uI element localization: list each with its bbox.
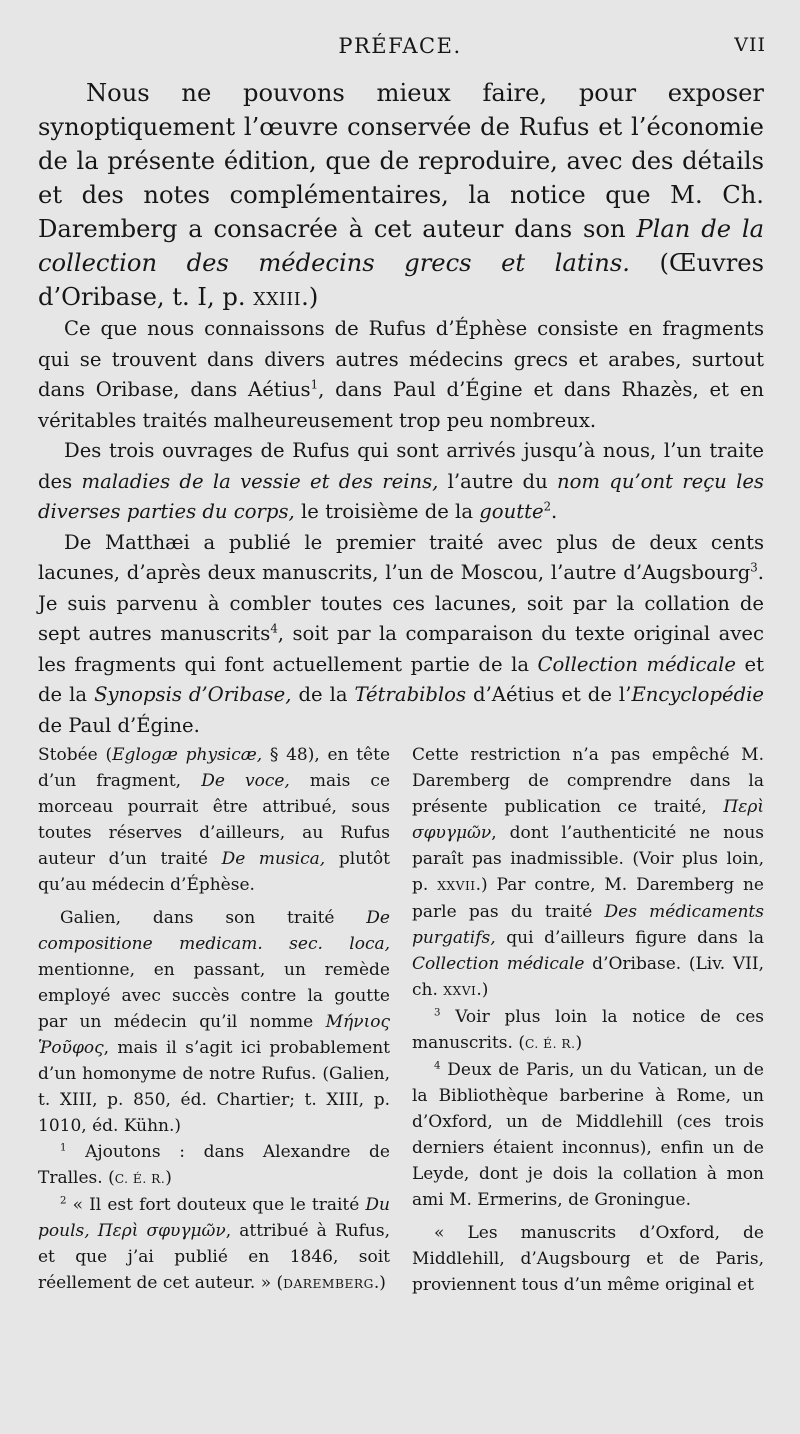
footnote-ref: 3 [750, 560, 758, 575]
footnote-4 [412, 1057, 764, 1213]
footnote-number: 1 [60, 1142, 67, 1154]
text: . Je suis parvenu à combler toutes ces lacunes, soit par la collation de sept autres manuscrits [38, 561, 764, 645]
text: .) [476, 980, 489, 1000]
chapter-ref: XXVI [443, 984, 477, 998]
italic-text: goutte [479, 500, 544, 523]
footnote-3 [412, 1004, 764, 1057]
text: « Les manuscrits d’Oxford, de Middlehill, d’Augsbourg et de Paris, proviennent tous d’un même original et [412, 1223, 764, 1295]
text: , attribué à Rufus, et que j’ai publié en 1846, soit réellement de cet auteur. » ( [38, 1221, 391, 1293]
page-number: VII [734, 34, 766, 56]
text: Stobée ( [38, 745, 113, 765]
text: Galien, dans son traité [60, 908, 367, 928]
intro-paragraph [38, 76, 764, 317]
text: Ajoutons : dans Alexandre de Tralles. ( [38, 1142, 390, 1188]
text: , dans Paul d’Égine et dans Rhazès, et en véritables traités malheureusement trop peu nombreux. [38, 378, 765, 432]
footnote-2 [38, 1192, 390, 1297]
page-title: PRÉFACE. [338, 34, 462, 58]
footnote-ref: 2 [543, 499, 552, 514]
text: , dont l’authenticité ne nous paraît pas inadmissible. (Voir plus loin, p. [412, 823, 764, 895]
text: ) [575, 1033, 583, 1053]
text: mentionne, en passant, un remède employé avec succès contre la goutte par un médecin qu’il nomme [38, 960, 390, 1032]
text: d’Aétius et de l’ [466, 683, 632, 706]
footnotes-right-column [412, 742, 764, 1298]
running-head [0, 34, 800, 58]
text: qui d’ailleurs figure dans la [495, 928, 764, 948]
text: . [551, 500, 558, 523]
italic-text: De musica, [221, 849, 326, 869]
text: , mais il s’agit ici probablement d’un homonyme de notre Rufus. (Galien, t. XIII, p. 850, éd. Chartier; t. XIII, p. 1010, éd. Kühn.) [38, 1038, 390, 1136]
paragraph-2 [38, 436, 764, 528]
note-continuation [38, 742, 390, 898]
footnote-number: 2 [60, 1195, 67, 1207]
footnotes-left-column [38, 742, 390, 1298]
italic-text: maladies de la vessie et des reins, [81, 469, 439, 493]
initials: C. É. R. [114, 1172, 166, 1186]
text: Ce que nous connaissons de Rufus d’Éphèse consiste en fragments qui se trouvent dans divers autres médecins grecs et arabes, surtout dans Oribase, dans Aétius [38, 317, 764, 401]
main-text [38, 314, 764, 741]
text: d’Oribase. (Liv. VII, ch. [412, 954, 764, 1000]
text: « Il est fort douteux que le traité [66, 1195, 366, 1215]
italic-text: Collection médicale [537, 652, 737, 676]
text: De Matthæi a publié le premier traité avec plus de deux cents lacunes, d’après deux manuscrits, l’un de Moscou, l’autre d’Augsbourg [38, 530, 764, 584]
footnotes [38, 742, 764, 1298]
note-continuation [412, 742, 764, 1004]
page-ref: XXVII [437, 879, 476, 893]
italic-text: Encyclopédie [631, 683, 764, 706]
intro-italic-title: Plan de la collection des médecins grecs et latins. [38, 215, 764, 277]
italic-text: Du pouls, Περὶ σφυγμῶν [38, 1195, 390, 1241]
initials: C. É. R. [524, 1037, 576, 1051]
text: de Paul d’Égine. [38, 713, 200, 737]
footnote-ref: 4 [270, 621, 278, 636]
italic-text: Synopsis d’Oribase, [94, 683, 292, 706]
italic-text: De compositione medicam. sec. loca, [38, 908, 390, 954]
footnote-number: 4 [434, 1060, 441, 1072]
text: le troisième de la [294, 500, 480, 523]
paragraph-1 [38, 314, 764, 436]
note-paragraph [38, 905, 390, 1139]
intro-text: (Œuvres d’Oribase, t. I, p. [38, 249, 764, 311]
text: plutôt qu’au médecin d’Éphèse. [38, 849, 390, 895]
author-signature: DAREMBERG [283, 1277, 374, 1291]
paragraph-3 [38, 528, 764, 742]
text: mais ce morceau pourrait être attribué, sous toutes réserves d’ailleurs, au Rufus auteur d’un traité [38, 771, 391, 869]
text: .) Par contre, M. Daremberg ne parle pas du traité [412, 875, 764, 922]
text: Cette restriction n’a pas empêché M. Daremberg de comprendre dans la présente publication ce traité, [412, 745, 764, 817]
text: .) [373, 1273, 386, 1293]
text: Voir plus loin la notice de ces manuscrits. ( [412, 1007, 764, 1053]
text: de la [291, 683, 355, 706]
greek-text: Περὶ σφυγμῶν [412, 797, 764, 843]
text: et de la [38, 652, 765, 706]
intro-page-ref: XXIII [253, 290, 302, 310]
intro-text: Nous ne pouvons mieux faire, pour exposer synoptiquement l’œuvre conservée de Rufus et l’économie de la présente édition, que de reproduire, avec des détails et des notes complémentaires, la notice que M. Ch. Daremberg a consacrée à cet auteur dans son [38, 79, 764, 243]
italic-text: Collection médicale [412, 954, 585, 974]
footnote-1 [38, 1139, 390, 1192]
text: ) [165, 1168, 172, 1188]
italic-text: Des médicaments purgatifs, [412, 902, 764, 948]
italic-text: Tétrabiblos [354, 683, 467, 706]
footnote-ref: 1 [310, 377, 319, 392]
italic-text: nom qu’ont reçu les diverses parties du corps, [38, 469, 764, 523]
greek-text: Μήνιος Ῥοῦφος [38, 1012, 390, 1058]
text: l’autre du [438, 469, 557, 493]
text: Des trois ouvrages de Rufus qui sont arrivés jusqu’à nous, l’un traite des [38, 439, 764, 493]
text: Deux de Paris, un du Vatican, un de la Bibliothèque barberine à Rome, un d’Oxford, un de Middlehill (ces trois derniers étaient inconnus), enfin un de Leyde, dont je dois la collation à mon ami M. Ermerins, de Groningue. [412, 1060, 764, 1210]
text: , soit par la comparaison du texte original avec les fragments qui font actuellement partie de la [38, 622, 764, 676]
note-paragraph [412, 1220, 764, 1298]
intro-text: .) [301, 283, 319, 311]
italic-text: De voce, [201, 771, 290, 791]
footnote-number: 3 [434, 1007, 441, 1019]
italic-text: Eglogæ physicæ, [112, 745, 263, 765]
text: § 48), en tête d’un fragment, [38, 745, 390, 791]
